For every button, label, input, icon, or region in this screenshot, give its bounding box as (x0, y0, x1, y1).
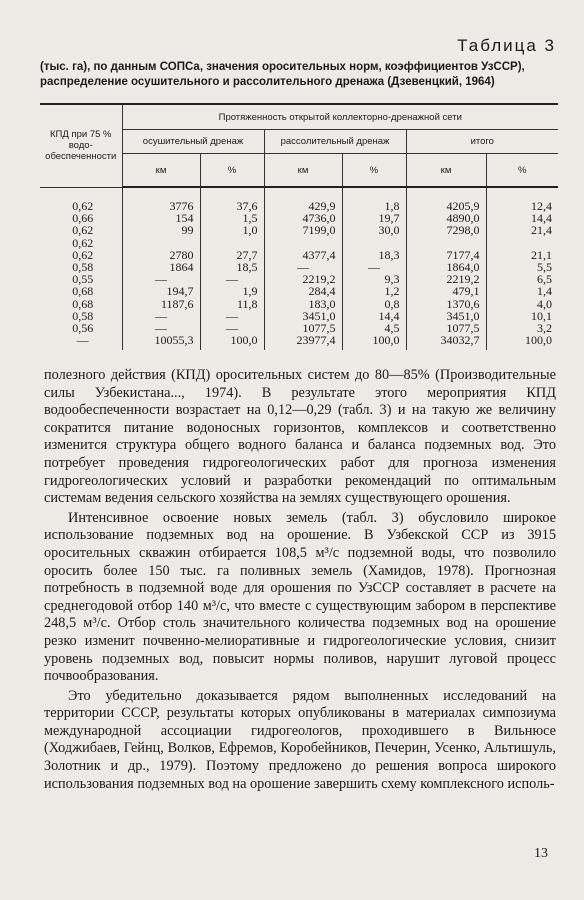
table-cell: 3,2 (486, 322, 558, 334)
table-cell: 0,8 (342, 298, 406, 310)
header-unit: км (122, 154, 200, 188)
table-cell (122, 237, 200, 249)
table-cell: 4377,4 (264, 249, 342, 261)
table-cell: 12,4 (486, 187, 558, 212)
table-cell: 10,1 (486, 310, 558, 322)
table-cell: 6,5 (486, 273, 558, 285)
table-cell: 30,0 (342, 224, 406, 236)
table-body (40, 187, 558, 350)
table-cell: 1,2 (342, 285, 406, 297)
table-cell: 11,8 (200, 298, 264, 310)
table-cell: 4890,0 (406, 212, 486, 224)
table-cell: 100,0 (200, 334, 264, 350)
table-row (40, 237, 558, 249)
table-row (40, 298, 558, 310)
header-total: итого (406, 130, 558, 154)
header-unit: км (406, 154, 486, 188)
table-row (40, 334, 558, 350)
table-cell: 21,4 (486, 224, 558, 236)
table-cell: 1187,6 (122, 298, 200, 310)
table-cell: 34032,7 (406, 334, 486, 350)
table-cell: — (200, 273, 264, 285)
paragraph: полезного действия (КПД) оросительных систем до 80—85% (Производительные силы Узбекистана..., 1974). В результате этого мероприятия КПД водообеспеченности возрастает на 0,12—0,29 (табл. 3) и на такую же величину сократится питание водоносных горизонтов, комплексов и соответственно изменится структура общего водного баланса и баланса подземных вод. Это потребует проведения гидрогеологических работ для прогноза изменения гидрогеологических условий и разработки рекомендаций по оптимальным системам ведения сельского хозяйства на землях существующего орошения. (44, 367, 556, 507)
table-cell: — (200, 310, 264, 322)
table-cell: 4736,0 (264, 212, 342, 224)
table-cell: 4,0 (486, 298, 558, 310)
table-cell: 284,4 (264, 285, 342, 297)
table-cell: 154 (122, 212, 200, 224)
table-cell: 10055,3 (122, 334, 200, 350)
header-unit: км (264, 154, 342, 188)
header-unit: % (486, 154, 558, 188)
table-cell-kpd: — (76, 333, 89, 348)
table-row (40, 224, 558, 236)
table-cell-kpd: 0,62 (72, 235, 94, 250)
table-cell (264, 237, 342, 249)
table-cell: 2219,2 (264, 273, 342, 285)
table-row (40, 273, 558, 285)
table-cell: 4,5 (342, 322, 406, 334)
table-cell: 7177,4 (406, 249, 486, 261)
table-caption (40, 60, 560, 90)
table-cell (342, 237, 406, 249)
table-cell: 19,7 (342, 212, 406, 224)
table-cell (406, 237, 486, 249)
table-cell: 1,9 (200, 285, 264, 297)
table-cell-kpd: 0,62 (72, 247, 94, 262)
table-cell: 99 (122, 224, 200, 236)
table-row (40, 310, 558, 322)
table-cell: 14,4 (486, 212, 558, 224)
table-title: Таблица 3 (457, 36, 556, 55)
table-cell: 1864,0 (406, 261, 486, 273)
table-cell-kpd: 0,68 (72, 284, 94, 299)
table-cell-kpd: 0,66 (72, 211, 94, 226)
table-cell: 1370,6 (406, 298, 486, 310)
table-cell: 7298,0 (406, 224, 486, 236)
table-cell: — (264, 261, 342, 273)
table-cell: — (122, 273, 200, 285)
table-cell-kpd: 0,55 (72, 272, 94, 287)
table-cell: 1,4 (486, 285, 558, 297)
table-row (40, 261, 558, 273)
table-cell: 1077,5 (264, 322, 342, 334)
table-cell: 1,8 (342, 187, 406, 212)
table-cell: 183,0 (264, 298, 342, 310)
paragraph: Интенсивное освоение новых земель (табл. 3) обусловило широкое использование подземных вод на орошение. В Узбекской ССР из 3915 оросительных скважин отбирается 108,5 м³/с подземной воды, что позволило оросить более 150 тыс. га поливных земель (Хамидов, 1978). Прогнозная потребность в подземной воде для орошения по УзССР составляет в расчете на среднегодовой отбор 140 м³/с, что вместе с существующим забором в перспективе 248,5 м³/с. Отбор столь значительного количества подземных вод на орошение резко изменит почвенно-мелиоративные и гидрогеологические условия, снизит уровень подземных вод, повысит нормы поливов, нарушит луговой процесс почвообразования. (44, 509, 556, 685)
table-cell: 27,7 (200, 249, 264, 261)
paragraph: Это убедительно доказывается рядом выполненных исследований на территории СССР, результаты которых опубликованы в материалах симпозиума международной ассоциации гидрогеологов, проходившего в Вильнюсе (Ходжибаев, Гейнц, Волков, Ефремов, Коробейников, Печерин, Усенко, Альтишуль, Золотник и др., 1979). Поэтому предложено до решения вопроса широкого использования подземных вод на орошение завершить схему комплексного исполь- (44, 687, 556, 792)
table-cell-kpd: 0,58 (72, 260, 94, 275)
header-unit: % (342, 154, 406, 188)
table-cell-kpd: 0,56 (72, 321, 94, 336)
table-cell: — (200, 322, 264, 334)
table-cell: 23977,4 (264, 334, 342, 350)
table-cell (486, 237, 558, 249)
table-caption-line: распределение осушительного и рассолительного дренажа (Дзевенцкий, 1964) (40, 76, 495, 88)
table-cell: 429,9 (264, 187, 342, 212)
table-cell: 18,3 (342, 249, 406, 261)
table-cell: 2780 (122, 249, 200, 261)
body-text (44, 367, 556, 793)
table-cell: 1864 (122, 261, 200, 273)
table-row (40, 285, 558, 297)
table-cell: 1,5 (200, 212, 264, 224)
table-cell: 18,5 (200, 261, 264, 273)
table-cell: 194,7 (122, 285, 200, 297)
header-unit: % (200, 154, 264, 188)
table-cell: 1,0 (200, 224, 264, 236)
data-table-container (40, 103, 558, 350)
table-cell: — (342, 261, 406, 273)
table-cell (200, 237, 264, 249)
table-cell: 7199,0 (264, 224, 342, 236)
table-cell: — (122, 310, 200, 322)
table-cell-kpd: 0,62 (72, 223, 94, 238)
table-cell: 100,0 (342, 334, 406, 350)
table-cell-kpd: 0,62 (72, 198, 94, 213)
table-cell: 100,0 (486, 334, 558, 350)
table-cell: 14,4 (342, 310, 406, 322)
header-desalination-drainage: рассолительный дренаж (264, 130, 406, 154)
table-cell: 479,1 (406, 285, 486, 297)
table-caption-line: (тыс. га), по данным СОПСа, значения оросительных норм, коэффициентов УзССР), (40, 61, 525, 73)
header-group: Протяженность открытой коллекторно-дренажной сети (122, 104, 558, 130)
table-cell: 5,5 (486, 261, 558, 273)
table-cell: 3776 (122, 187, 200, 212)
table-row (40, 212, 558, 224)
page-number: 13 (534, 846, 548, 861)
table-cell: — (122, 322, 200, 334)
table-cell: 3451,0 (264, 310, 342, 322)
table-cell: 9,3 (342, 273, 406, 285)
table-cell: 3451,0 (406, 310, 486, 322)
table-cell: 37,6 (200, 187, 264, 212)
table-cell: 1077,5 (406, 322, 486, 334)
data-table (40, 103, 558, 350)
table-cell: 2219,2 (406, 273, 486, 285)
table-cell: 21,1 (486, 249, 558, 261)
table-cell: 4205,9 (406, 187, 486, 212)
table-row (40, 187, 558, 212)
table-cell-kpd: 0,58 (72, 308, 94, 323)
header-drying-drainage: осушительный дренаж (122, 130, 264, 154)
table-cell-kpd: 0,68 (72, 296, 94, 311)
header-kpd: КПД при 75 % водо-обеспеченности (40, 104, 122, 187)
